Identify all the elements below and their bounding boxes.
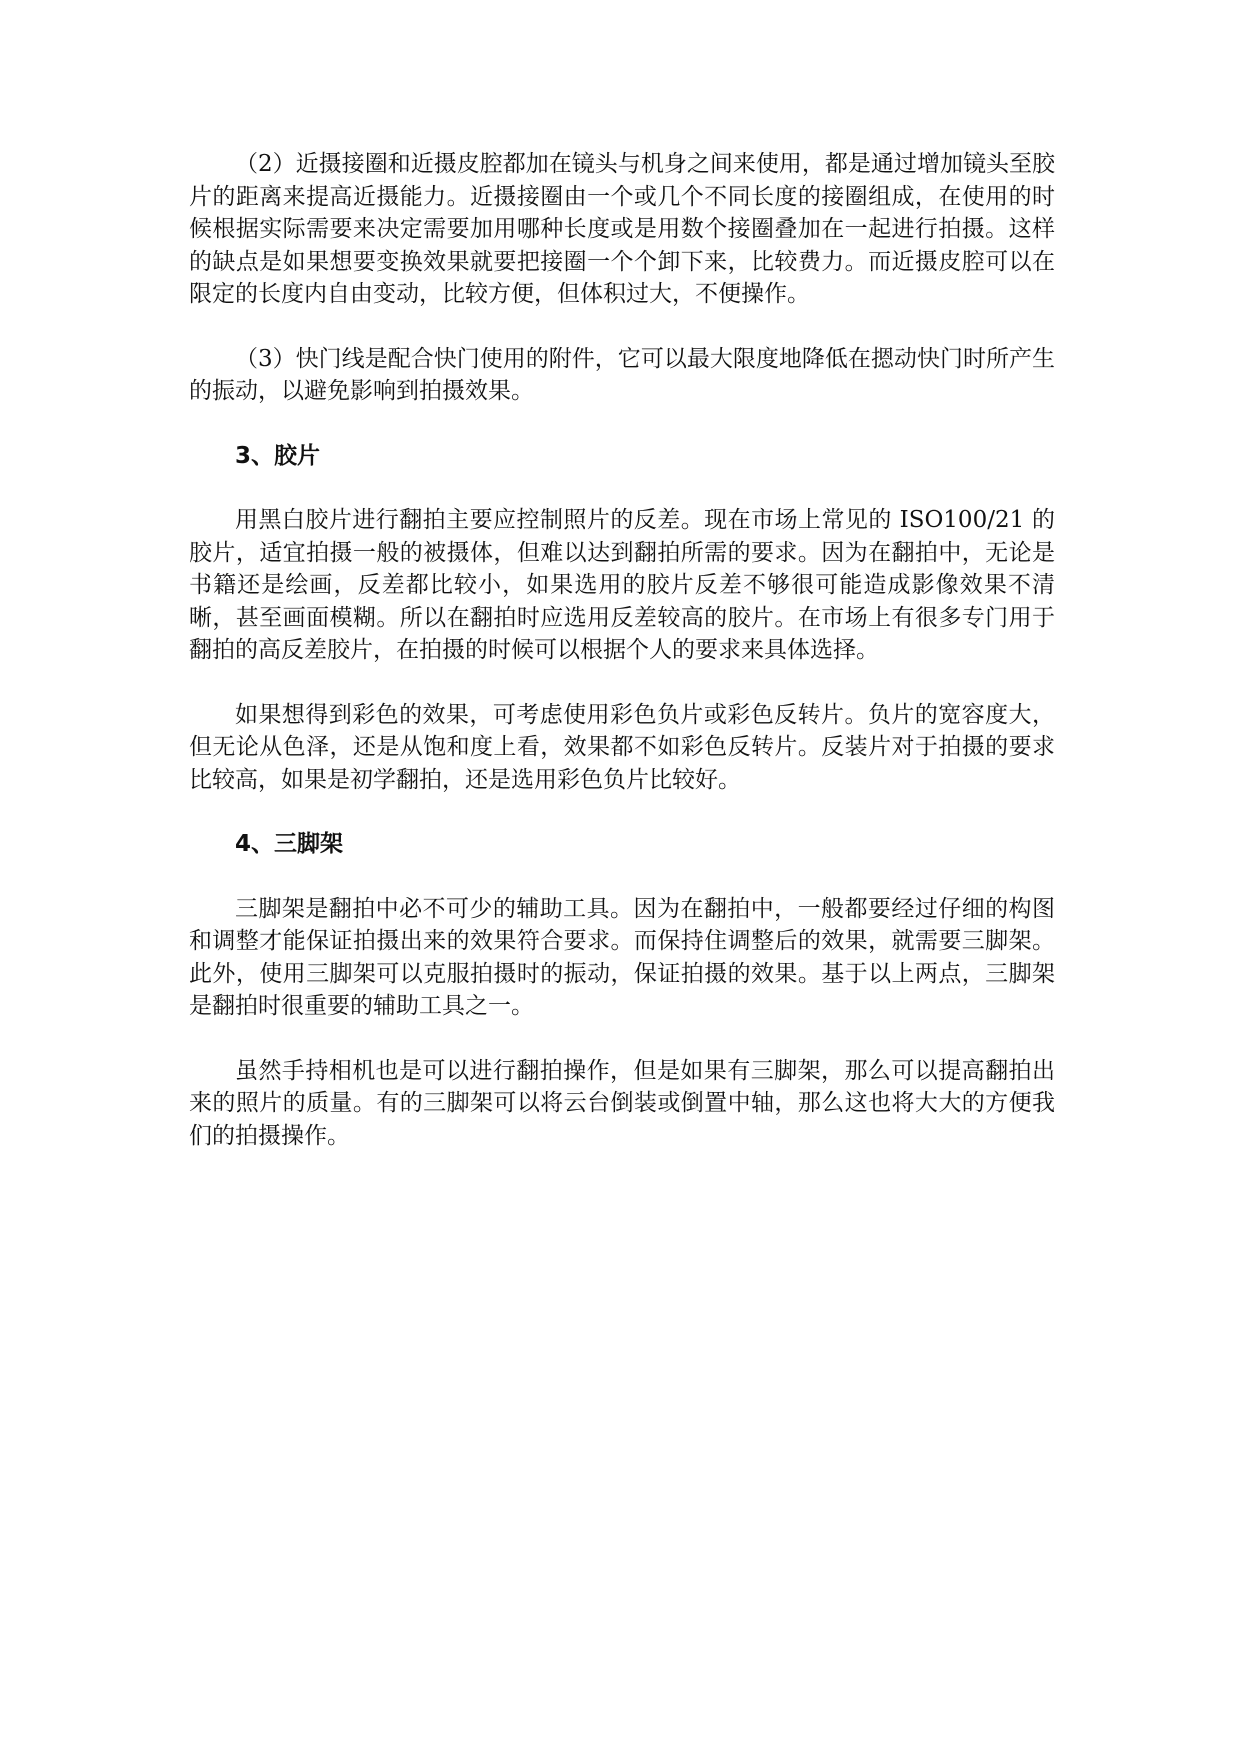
section-heading-film: 3、胶片 [235,442,321,469]
paragraph-tripod-quality: 虽然手持相机也是可以进行翻拍操作，但是如果有三脚架，那么可以提高翻拍出来的照片的质量。有的三脚架可以将云台倒装或倒置中轴，那么这也将大大的方便我们的拍摄操作。 [189,1057,1055,1149]
paragraph-close-up-rings: （2）近摄接圈和近摄皮腔都加在镜头与机身之间来使用，都是通过增加镜头至胶片的距离来提高近摄能力。近摄接圈由一个或几个不同长度的接圈组成，在使用的时候根据实际需要来决定需要加用哪种长度或是用数个接圈叠加在一起进行拍摄。这样的缺点是如果想要变换效果就要把接圈一个个卸下来，比较费力。而近摄皮腔可以在限定的长度内自由变动，比较方便，但体积过大，不便操作。 [189,151,1055,307]
paragraph-bw-film: 用黑白胶片进行翻拍主要应控制照片的反差。现在市场上常见的 ISO100/21 的胶片，适宜拍摄一般的被摄体，但难以达到翻拍所需的要求。因为在翻拍中，无论是书籍还是绘画，反差都比较小，如果选用的胶片反差不够很可能造成影像效果不清晰，甚至画面模糊。所以在翻拍时应选用反差较高的胶片。在市场上有很多专门用于翻拍的高反差胶片，在拍摄的时候可以根据个人的要求来具体选择。 [189,507,1055,663]
paragraph-shutter-release: （3）快门线是配合快门使用的附件，它可以最大限度地降低在摁动快门时所产生的振动，以避免影响到拍摄效果。 [189,345,1055,404]
document-page [189,148,1055,1184]
paragraph-color-film: 如果想得到彩色的效果，可考虑使用彩色负片或彩色反转片。负片的宽容度大，但无论从色泽，还是从饱和度上看，效果都不如彩色反转片。反装片对于拍摄的要求比较高，如果是初学翻拍，还是选用彩色负片比较好。 [189,701,1055,793]
section-heading-tripod: 4、三脚架 [235,831,344,857]
paragraph-tripod-importance: 三脚架是翻拍中必不可少的辅助工具。因为在翻拍中，一般都要经过仔细的构图和调整才能保证拍摄出来的效果符合要求。而保持住调整后的效果，就需要三脚架。此外，使用三脚架可以克服拍摄时的振动，保证拍摄的效果。基于以上两点，三脚架是翻拍时很重要的辅助工具之一。 [189,895,1055,1019]
